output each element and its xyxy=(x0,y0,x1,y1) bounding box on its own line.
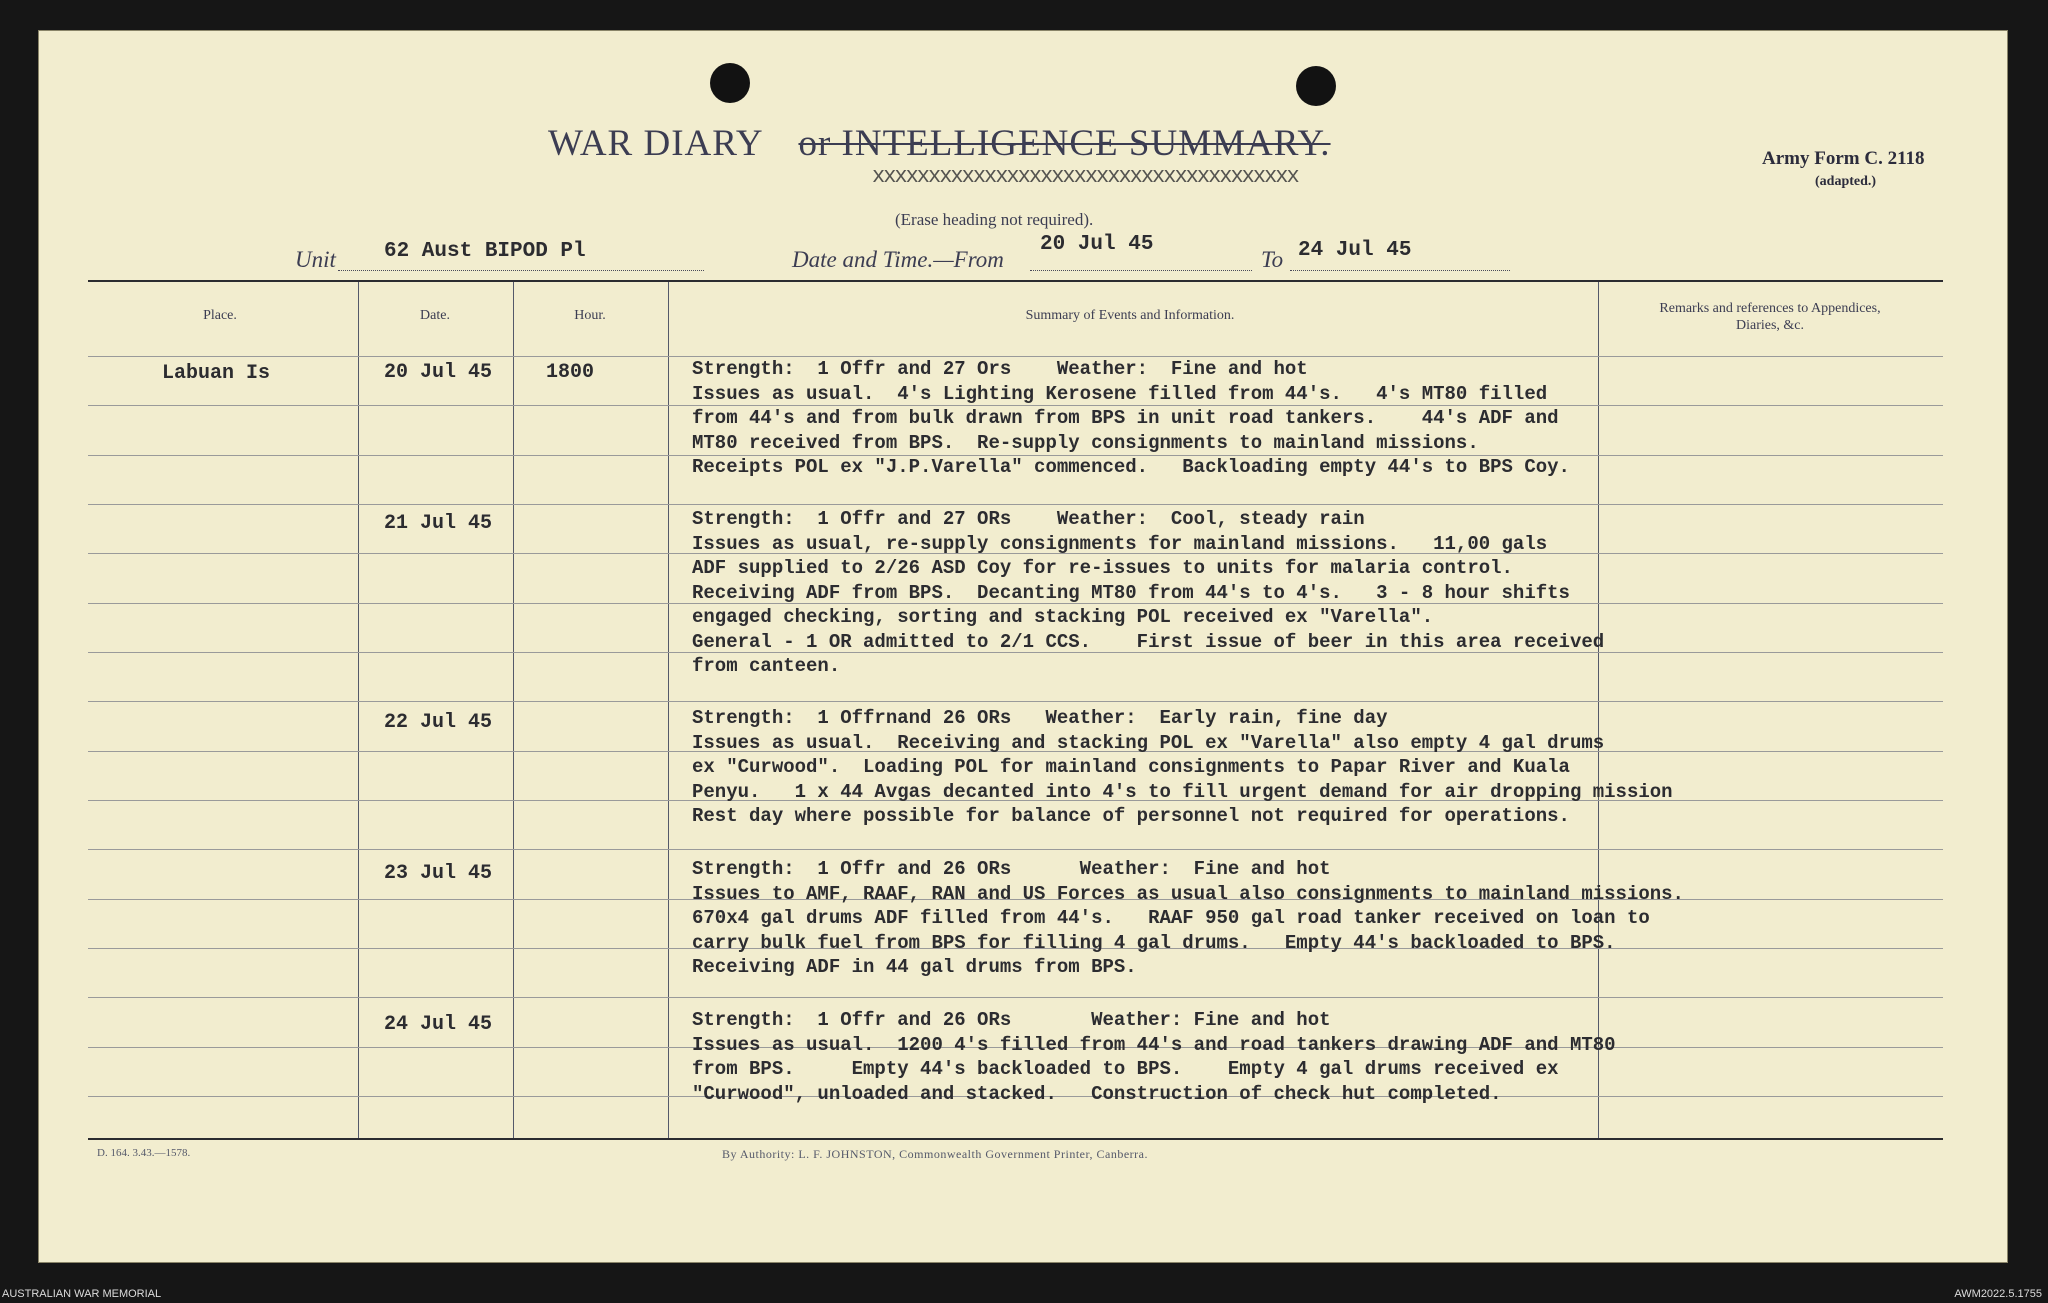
col-header-hour: Hour. xyxy=(574,308,606,323)
col-header-date: Date. xyxy=(420,308,450,323)
row-guide xyxy=(88,849,1943,850)
archive-reference: AWM2022.5.1755 xyxy=(1954,1288,2042,1300)
entry-date: 21 Jul 45 xyxy=(384,512,493,535)
to-label: To xyxy=(1261,247,1284,272)
punch-hole-left xyxy=(710,63,750,103)
entry-place: Labuan Is xyxy=(162,362,271,385)
entry-summary: Strength: 1 Offr and 26 ORs Weather: Fine and hot Issues to AMF, RAAF, RAN and US Forces as usual also consignments to mainland missions. 670x4 gal drums ADF filled from 44's. RAAF 950 gal road tanker received on loan to carry bulk fuel from BPS for filling 4 gal drums. Empty 44's backloaded to BPS. Receiving ADF in 44 gal drums from BPS. xyxy=(692,858,1684,978)
title-struck-intelligence: or INTELLIGENCE SUMMARY. xyxy=(798,123,1331,164)
unit-value: 62 Aust BIPOD Pl xyxy=(384,240,586,263)
typed-overstrike: xxxxxxxxxxxxxxxxxxxxxxxxxxxxxxxxxxxxxx xyxy=(872,164,1298,189)
entry-date: 24 Jul 45 xyxy=(384,1013,493,1036)
row-guide xyxy=(88,997,1943,998)
erase-note: (Erase heading not required). xyxy=(895,210,1094,229)
date-label: Date and Time.—From xyxy=(792,247,1004,272)
date-from-dotline xyxy=(1030,270,1252,271)
punch-hole-right xyxy=(1296,66,1336,106)
date-to-value: 24 Jul 45 xyxy=(1298,239,1412,262)
row-guide xyxy=(88,701,1943,702)
col-header-remarks: Remarks and references to Appendices, Diaries, &c. xyxy=(1659,301,1881,333)
page-title xyxy=(548,122,1331,165)
date-to-dotline xyxy=(1290,270,1510,271)
entry-summary: Strength: 1 Offr and 27 ORs Weather: Cool, steady rain Issues as usual, re-supply consignments for mainland missions. 11,00 gals ADF supplied to 2/26 ASD Coy for re-issues to units for malaria control. Receiving ADF from BPS. Decanting MT80 from 44's to 4's. 3 - 8 hour shifts engaged checking, sorting and stacking POL received ex "Varella". General - 1 OR admitted to 2/1 CCS. First issue of beer in this area received from canteen. xyxy=(692,508,1605,677)
table-bottom-rule xyxy=(88,1138,1943,1140)
footer-print-code: D. 164. 3.43.—1578. xyxy=(97,1147,191,1159)
col-header-place: Place. xyxy=(203,308,237,323)
unit-label: Unit xyxy=(295,247,336,272)
entry-summary: Strength: 1 Offr and 26 ORs Weather: Fine and hot Issues as usual. 1200 4's filled from 44's and road tankers drawing ADF and MT80 from BPS. Empty 44's backloaded to BPS. Empty 4 gal drums received ex "Curwood", unloaded and stacked. Construction of check hut completed. xyxy=(692,1009,1616,1105)
footer-authority: By Authority: L. F. JOHNSTON, Commonwealth Government Printer, Canberra. xyxy=(722,1147,1148,1161)
entry-summary: Strength: 1 Offr and 27 Ors Weather: Fine and hot Issues as usual. 4's Lighting Kerosene filled from 44's. 4's MT80 filled from 44's and from bulk drawn from BPS in unit road tankers. 44's ADF and MT80 received from BPS. Re-supply consignments to mainland missions. Receipts POL ex "J.P.Varella" commenced. Backloading empty 44's to BPS Coy. xyxy=(692,358,1570,478)
archive-credit: AUSTRALIAN WAR MEMORIAL xyxy=(2,1288,162,1300)
entry-date: 22 Jul 45 xyxy=(384,711,493,734)
form-id: Army Form C. 2118 xyxy=(1762,148,1925,169)
column-divider xyxy=(358,282,359,1138)
entry-date: 23 Jul 45 xyxy=(384,862,493,885)
column-divider xyxy=(513,282,514,1138)
entry-hour: 1800 xyxy=(546,361,595,384)
date-from-value: 20 Jul 45 xyxy=(1040,233,1154,256)
entry-summary: Strength: 1 Offrnand 26 ORs Weather: Early rain, fine day Issues as usual. Receiving and stacking POL ex "Varella" also empty 4 gal drums ex "Curwood". Loading POL for mainland consignments to Papar River and Kuala Penyu. 1 x 44 Avgas decanted into 4's to fill urgent demand for air dropping mission Rest day where possible for balance of personnel not required for operations. xyxy=(692,707,1673,827)
col-header-summary: Summary of Events and Information. xyxy=(1025,308,1235,323)
row-guide xyxy=(88,504,1943,505)
form-adapted: (adapted.) xyxy=(1815,174,1877,189)
table-top-rule xyxy=(88,280,1943,282)
unit-dotline xyxy=(338,270,704,271)
entry-date: 20 Jul 45 xyxy=(384,361,493,384)
title-war-diary: WAR DIARY xyxy=(548,123,763,164)
column-divider xyxy=(668,282,669,1138)
